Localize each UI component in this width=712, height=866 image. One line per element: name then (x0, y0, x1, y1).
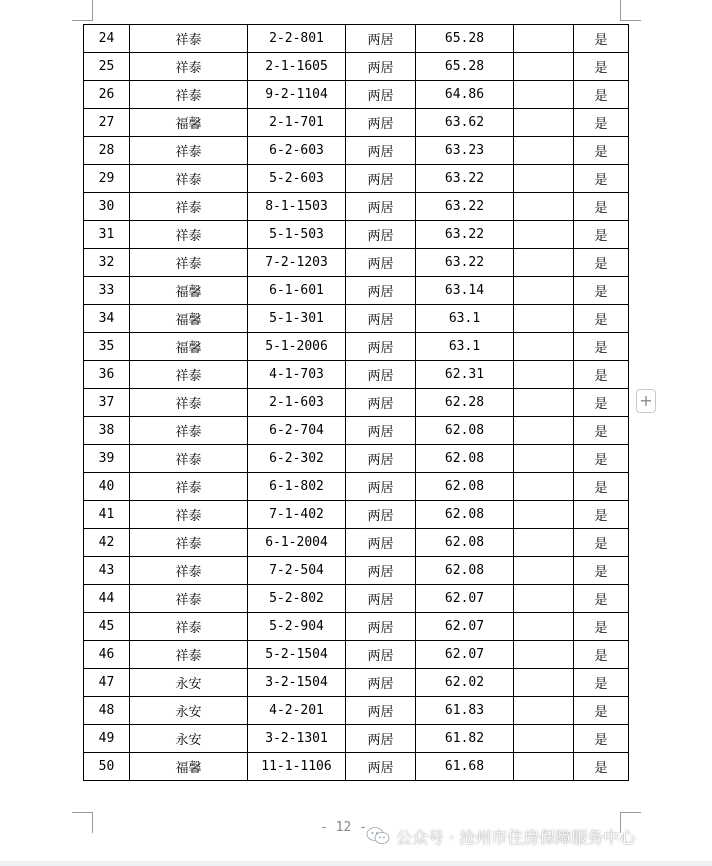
crop-mark-bottom-left (72, 812, 93, 833)
community-cell: 祥泰 (130, 501, 248, 529)
note-cell (514, 753, 574, 781)
community-cell: 祥泰 (130, 417, 248, 445)
table-row (84, 277, 629, 305)
community-cell: 永安 (130, 725, 248, 753)
house-type-cell: 两居 (346, 165, 416, 193)
score-cell: 63.62 (416, 109, 514, 137)
table-row (84, 557, 629, 585)
community-cell: 永安 (130, 697, 248, 725)
eligible-cell: 是 (574, 193, 629, 221)
community-cell: 祥泰 (130, 137, 248, 165)
eligible-cell: 是 (574, 697, 629, 725)
unit-number-cell: 5-1-301 (248, 305, 346, 333)
table-row (84, 641, 629, 669)
house-type-cell: 两居 (346, 473, 416, 501)
unit-number-cell: 5-2-904 (248, 613, 346, 641)
eligible-cell: 是 (574, 249, 629, 277)
community-cell: 福馨 (130, 109, 248, 137)
table-row (84, 25, 629, 53)
score-cell: 62.31 (416, 361, 514, 389)
plus-icon: + (639, 391, 653, 410)
unit-number-cell: 4-1-703 (248, 361, 346, 389)
note-cell (514, 389, 574, 417)
unit-number-cell: 9-2-1104 (248, 81, 346, 109)
note-cell (514, 221, 574, 249)
unit-number-cell: 5-2-603 (248, 165, 346, 193)
eligible-cell: 是 (574, 165, 629, 193)
note-cell (514, 333, 574, 361)
note-cell (514, 697, 574, 725)
eligible-cell: 是 (574, 221, 629, 249)
eligible-cell: 是 (574, 109, 629, 137)
table-row (84, 249, 629, 277)
score-cell: 61.68 (416, 753, 514, 781)
house-type-cell: 两居 (346, 53, 416, 81)
house-type-cell: 两居 (346, 697, 416, 725)
row-number-cell: 25 (84, 53, 130, 81)
eligible-cell: 是 (574, 725, 629, 753)
community-cell: 祥泰 (130, 221, 248, 249)
eligible-cell: 是 (574, 501, 629, 529)
table-row (84, 725, 629, 753)
unit-number-cell: 8-1-1503 (248, 193, 346, 221)
unit-number-cell: 6-1-802 (248, 473, 346, 501)
row-number-cell: 24 (84, 25, 130, 53)
community-cell: 福馨 (130, 753, 248, 781)
note-cell (514, 725, 574, 753)
community-cell: 祥泰 (130, 529, 248, 557)
score-cell: 62.28 (416, 389, 514, 417)
table-row (84, 221, 629, 249)
score-cell: 63.1 (416, 333, 514, 361)
window-bottom-edge (0, 861, 712, 866)
row-number-cell: 35 (84, 333, 130, 361)
unit-number-cell: 6-2-302 (248, 445, 346, 473)
score-cell: 63.22 (416, 221, 514, 249)
unit-number-cell: 6-1-2004 (248, 529, 346, 557)
eligible-cell: 是 (574, 277, 629, 305)
row-number-cell: 40 (84, 473, 130, 501)
row-number-cell: 32 (84, 249, 130, 277)
unit-number-cell: 7-2-504 (248, 557, 346, 585)
note-cell (514, 361, 574, 389)
unit-number-cell: 2-1-603 (248, 389, 346, 417)
house-type-cell: 两居 (346, 417, 416, 445)
row-number-cell: 47 (84, 669, 130, 697)
table-row (84, 81, 629, 109)
unit-number-cell: 3-2-1504 (248, 669, 346, 697)
note-cell (514, 501, 574, 529)
unit-number-cell: 11-1-1106 (248, 753, 346, 781)
row-number-cell: 33 (84, 277, 130, 305)
score-cell: 62.02 (416, 669, 514, 697)
row-number-cell: 39 (84, 445, 130, 473)
row-number-cell: 27 (84, 109, 130, 137)
table-row (84, 333, 629, 361)
house-type-cell: 两居 (346, 81, 416, 109)
eligible-cell: 是 (574, 641, 629, 669)
score-cell: 62.07 (416, 641, 514, 669)
table-row (84, 53, 629, 81)
table-row (84, 165, 629, 193)
note-cell (514, 585, 574, 613)
row-number-cell: 34 (84, 305, 130, 333)
page-number: - 12 - (320, 820, 367, 835)
unit-number-cell: 5-1-2006 (248, 333, 346, 361)
score-cell: 65.28 (416, 53, 514, 81)
allocation-table (83, 24, 629, 781)
house-type-cell: 两居 (346, 753, 416, 781)
note-cell (514, 557, 574, 585)
house-type-cell: 两居 (346, 641, 416, 669)
row-number-cell: 31 (84, 221, 130, 249)
table-row (84, 669, 629, 697)
house-type-cell: 两居 (346, 305, 416, 333)
table-row (84, 109, 629, 137)
note-cell (514, 277, 574, 305)
note-cell (514, 641, 574, 669)
eligible-cell: 是 (574, 305, 629, 333)
house-type-cell: 两居 (346, 193, 416, 221)
eligible-cell: 是 (574, 417, 629, 445)
house-type-cell: 两居 (346, 669, 416, 697)
row-number-cell: 26 (84, 81, 130, 109)
table-row (84, 501, 629, 529)
community-cell: 福馨 (130, 277, 248, 305)
house-type-cell: 两居 (346, 585, 416, 613)
eligible-cell: 是 (574, 473, 629, 501)
community-cell: 祥泰 (130, 557, 248, 585)
score-cell: 63.22 (416, 249, 514, 277)
score-cell: 62.08 (416, 417, 514, 445)
row-number-cell: 29 (84, 165, 130, 193)
house-type-cell: 两居 (346, 25, 416, 53)
note-cell (514, 109, 574, 137)
house-type-cell: 两居 (346, 501, 416, 529)
community-cell: 福馨 (130, 305, 248, 333)
table-row (84, 193, 629, 221)
row-number-cell: 36 (84, 361, 130, 389)
eligible-cell: 是 (574, 753, 629, 781)
house-type-cell: 两居 (346, 109, 416, 137)
house-type-cell: 两居 (346, 613, 416, 641)
unit-number-cell: 7-2-1203 (248, 249, 346, 277)
score-cell: 63.14 (416, 277, 514, 305)
community-cell: 祥泰 (130, 165, 248, 193)
community-cell: 祥泰 (130, 613, 248, 641)
note-cell (514, 473, 574, 501)
row-number-cell: 38 (84, 417, 130, 445)
house-type-cell: 两居 (346, 221, 416, 249)
row-number-cell: 46 (84, 641, 130, 669)
community-cell: 福馨 (130, 333, 248, 361)
table-row (84, 305, 629, 333)
table-row (84, 473, 629, 501)
table-row (84, 417, 629, 445)
row-number-cell: 41 (84, 501, 130, 529)
eligible-cell: 是 (574, 445, 629, 473)
table-row (84, 613, 629, 641)
community-cell: 祥泰 (130, 389, 248, 417)
score-cell: 62.08 (416, 501, 514, 529)
eligible-cell: 是 (574, 333, 629, 361)
unit-number-cell: 5-2-1504 (248, 641, 346, 669)
community-cell: 祥泰 (130, 249, 248, 277)
wechat-watermark (366, 823, 635, 849)
score-cell: 62.07 (416, 585, 514, 613)
row-number-cell: 50 (84, 753, 130, 781)
house-type-cell: 两居 (346, 445, 416, 473)
unit-number-cell: 5-1-503 (248, 221, 346, 249)
community-cell: 祥泰 (130, 641, 248, 669)
watermark-text: 公众号 · 沧州市住房保障服务中心 (396, 827, 636, 847)
score-cell: 62.08 (416, 473, 514, 501)
unit-number-cell: 2-1-1605 (248, 53, 346, 81)
note-cell (514, 53, 574, 81)
table-row (84, 137, 629, 165)
eligible-cell: 是 (574, 669, 629, 697)
house-type-cell: 两居 (346, 249, 416, 277)
crop-mark-top-left (72, 0, 93, 21)
note-cell (514, 249, 574, 277)
unit-number-cell: 2-1-701 (248, 109, 346, 137)
row-number-cell: 43 (84, 557, 130, 585)
unit-number-cell: 2-2-801 (248, 25, 346, 53)
eligible-cell: 是 (574, 529, 629, 557)
eligible-cell: 是 (574, 389, 629, 417)
wechat-icon (366, 826, 390, 846)
house-type-cell: 两居 (346, 277, 416, 305)
eligible-cell: 是 (574, 585, 629, 613)
community-cell: 祥泰 (130, 81, 248, 109)
score-cell: 64.86 (416, 81, 514, 109)
house-type-cell: 两居 (346, 529, 416, 557)
row-number-cell: 37 (84, 389, 130, 417)
unit-number-cell: 4-2-201 (248, 697, 346, 725)
unit-number-cell: 6-2-603 (248, 137, 346, 165)
community-cell: 祥泰 (130, 53, 248, 81)
eligible-cell: 是 (574, 137, 629, 165)
community-cell: 祥泰 (130, 25, 248, 53)
note-cell (514, 669, 574, 697)
eligible-cell: 是 (574, 53, 629, 81)
eligible-cell: 是 (574, 25, 629, 53)
note-cell (514, 193, 574, 221)
score-cell: 62.08 (416, 557, 514, 585)
house-type-cell: 两居 (346, 725, 416, 753)
table-row (84, 361, 629, 389)
score-cell: 63.23 (416, 137, 514, 165)
row-number-cell: 45 (84, 613, 130, 641)
row-number-cell: 42 (84, 529, 130, 557)
eligible-cell: 是 (574, 81, 629, 109)
community-cell: 祥泰 (130, 445, 248, 473)
score-cell: 62.08 (416, 445, 514, 473)
row-number-cell: 28 (84, 137, 130, 165)
eligible-cell: 是 (574, 557, 629, 585)
table-row (84, 585, 629, 613)
table-row (84, 753, 629, 781)
eligible-cell: 是 (574, 361, 629, 389)
row-number-cell: 48 (84, 697, 130, 725)
eligible-cell: 是 (574, 613, 629, 641)
community-cell: 祥泰 (130, 585, 248, 613)
community-cell: 祥泰 (130, 473, 248, 501)
note-cell (514, 613, 574, 641)
add-row-button[interactable] (636, 389, 656, 413)
row-number-cell: 44 (84, 585, 130, 613)
house-type-cell: 两居 (346, 557, 416, 585)
unit-number-cell: 6-2-704 (248, 417, 346, 445)
score-cell: 63.22 (416, 165, 514, 193)
row-number-cell: 30 (84, 193, 130, 221)
note-cell (514, 529, 574, 557)
unit-number-cell: 5-2-802 (248, 585, 346, 613)
community-cell: 祥泰 (130, 361, 248, 389)
score-cell: 65.28 (416, 25, 514, 53)
table-row (84, 529, 629, 557)
community-cell: 祥泰 (130, 193, 248, 221)
house-type-cell: 两居 (346, 137, 416, 165)
score-cell: 63.1 (416, 305, 514, 333)
note-cell (514, 417, 574, 445)
table-row (84, 389, 629, 417)
score-cell: 61.82 (416, 725, 514, 753)
table-row (84, 445, 629, 473)
row-number-cell: 49 (84, 725, 130, 753)
score-cell: 62.07 (416, 613, 514, 641)
note-cell (514, 25, 574, 53)
crop-mark-top-right (620, 0, 641, 21)
note-cell (514, 445, 574, 473)
unit-number-cell: 7-1-402 (248, 501, 346, 529)
note-cell (514, 305, 574, 333)
allocation-table-body (84, 25, 629, 781)
house-type-cell: 两居 (346, 333, 416, 361)
house-type-cell: 两居 (346, 361, 416, 389)
note-cell (514, 81, 574, 109)
table-row (84, 697, 629, 725)
house-type-cell: 两居 (346, 389, 416, 417)
unit-number-cell: 6-1-601 (248, 277, 346, 305)
note-cell (514, 165, 574, 193)
score-cell: 63.22 (416, 193, 514, 221)
unit-number-cell: 3-2-1301 (248, 725, 346, 753)
score-cell: 61.83 (416, 697, 514, 725)
community-cell: 永安 (130, 669, 248, 697)
score-cell: 62.08 (416, 529, 514, 557)
note-cell (514, 137, 574, 165)
